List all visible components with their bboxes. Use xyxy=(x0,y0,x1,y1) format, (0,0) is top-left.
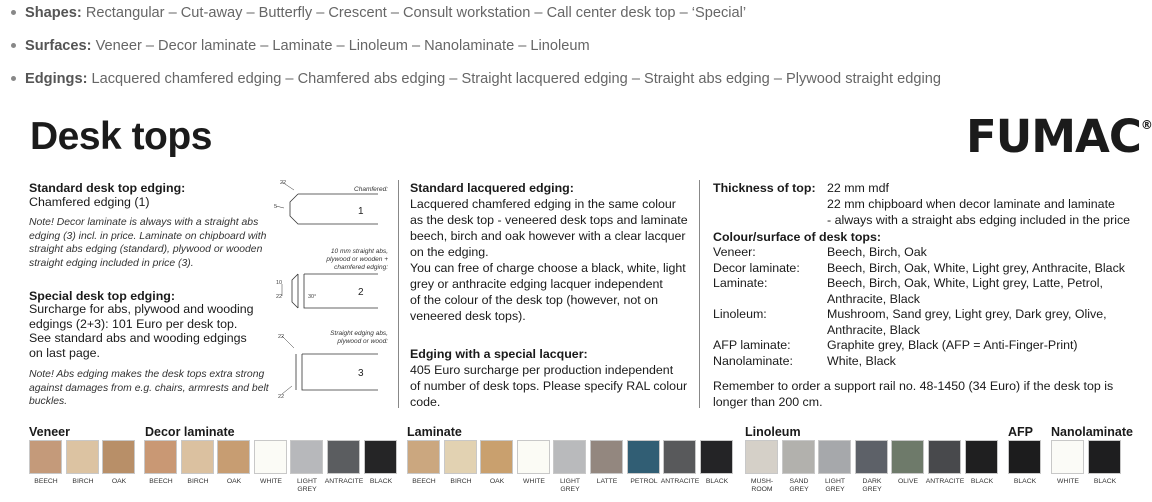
swatch-label: BEECH xyxy=(34,478,58,485)
swatch-group-title: Nanolaminate xyxy=(1051,425,1133,439)
colour-swatch xyxy=(290,440,323,474)
dim-2: 5 xyxy=(274,204,278,210)
swatch-label: LATTE xyxy=(596,478,618,485)
diagram-label-3b: plywood or wood: xyxy=(337,338,388,345)
dim-3: 10 xyxy=(276,280,283,286)
colour-swatch xyxy=(102,440,135,474)
special-lacquer-heading: Edging with a special lacquer: xyxy=(410,347,588,361)
colour-swatch xyxy=(590,440,623,474)
swatch-label: OLIVE xyxy=(897,478,919,485)
bullet-shapes: Shapes: Rectangular – Cut-away – Butterfly – Crescent – Consult workstation – Call center desk top – ‘Special’ xyxy=(10,5,746,21)
thickness-values: 22 mm mdf 22 mm chipboard when decor laminate and laminate - always with a straight abs edging included in the price xyxy=(827,181,1131,227)
swatch-label: BLACK xyxy=(970,478,994,485)
column-divider-2 xyxy=(699,180,700,408)
swatch-label: WHITE xyxy=(523,478,545,485)
swatch-label: BLACK xyxy=(1093,478,1117,485)
colour-swatch xyxy=(965,440,998,474)
colour-swatch xyxy=(327,440,360,474)
colour-swatch xyxy=(928,440,961,474)
colour-swatch xyxy=(364,440,397,474)
swatch-label: DARK GREY xyxy=(862,478,882,493)
dim-1: 22 xyxy=(280,180,287,186)
swatch-label: OAK xyxy=(111,478,127,485)
thickness-label: Thickness of top: xyxy=(713,181,816,195)
swatch-label: WHITE xyxy=(1057,478,1079,485)
swatch-label: BEECH xyxy=(412,478,436,485)
bullet-edgings: Edgings: Lacquered chamfered edging – Chamfered abs edging – Straight lacquered edging – Straight abs edging – Plywood straight edging xyxy=(10,71,941,87)
colour-swatch xyxy=(1008,440,1041,474)
swatch-label: MUSH- ROOM xyxy=(750,478,774,493)
colour-swatch xyxy=(444,440,477,474)
colour-swatch xyxy=(181,440,214,474)
colour-swatch xyxy=(627,440,660,474)
swatch-group-title: Linoleum xyxy=(745,425,801,439)
dim-5: 30° xyxy=(308,294,317,300)
colour-swatch xyxy=(144,440,177,474)
dim-6: 22 xyxy=(278,334,285,340)
swatch-label: LIGHT GREY xyxy=(296,478,318,493)
swatch-label: LIGHT GREY xyxy=(559,478,581,493)
swatch-group-title: AFP xyxy=(1008,425,1033,439)
colour-swatch xyxy=(407,440,440,474)
colour-swatch xyxy=(855,440,888,474)
swatch-label: BIRCH xyxy=(187,478,209,485)
swatch-label: BLACK xyxy=(1013,478,1037,485)
lacquered-edging-text: Lacquered chamfered edging in the same colour as the desk top - veneered desk tops and laminate beech, birch and oak however with a clear lacquer on the edging. You can free of charge choose a black, white, light grey or anthracite edging lacquer independent of the colour of the desk top (however, not on veneered desk tops). xyxy=(410,197,688,323)
swatch-label: ANTRACITE xyxy=(324,478,364,485)
brand-logo: FUMAC® xyxy=(966,110,1152,163)
colour-swatch xyxy=(480,440,513,474)
std-edging-text: Chamfered edging (1) xyxy=(29,195,150,209)
diagram-label-2b: plywood or wooden + xyxy=(326,256,388,263)
page-title: Desk tops xyxy=(30,115,212,158)
swatch-label: PETROL xyxy=(630,478,658,485)
bullet-surfaces: Surfaces: Veneer – Decor laminate – Laminate – Linoleum – Nanolaminate – Linoleum xyxy=(10,38,590,54)
dim-7: 22 xyxy=(278,394,285,400)
swatch-label: WHITE xyxy=(260,478,282,485)
colour-swatch xyxy=(818,440,851,474)
diagram-num-1: 1 xyxy=(358,206,364,217)
note-abs: Note! Abs edging makes the desk tops extra strong against damages from e.g. chairs, armrests and belt buckles. xyxy=(29,369,269,407)
colour-swatch xyxy=(782,440,815,474)
special-edging-text: Surcharge for abs, plywood and wooding edgings (2+3): 101 Euro per desk top. See standard abs and wooding edgings on last page. xyxy=(29,302,254,360)
swatch-label: OAK xyxy=(226,478,242,485)
swatch-label: OAK xyxy=(489,478,505,485)
colour-swatch xyxy=(66,440,99,474)
colour-swatch xyxy=(553,440,586,474)
colour-swatch xyxy=(891,440,924,474)
diagram-label-2c: chamfered edging: xyxy=(334,264,388,271)
colour-swatch xyxy=(29,440,62,474)
colour-swatch xyxy=(1051,440,1084,474)
diagram-num-3: 3 xyxy=(358,368,364,379)
colour-swatch xyxy=(254,440,287,474)
std-edging-heading: Standard desk top edging: xyxy=(29,181,186,195)
colour-swatch xyxy=(217,440,250,474)
edging-diagram xyxy=(268,172,398,408)
colour-surface-heading: Colour/surface of desk tops: xyxy=(713,230,881,244)
colour-swatch xyxy=(700,440,733,474)
lacquered-edging-heading: Standard lacquered edging: xyxy=(410,181,574,195)
support-rail-reminder: Remember to order a support rail no. 48-1450 (34 Euro) if the desk top is longer than 200 cm. xyxy=(713,379,1114,409)
diagram-label-3a: Straight edging abs, xyxy=(330,330,388,337)
swatch-label: BIRCH xyxy=(450,478,472,485)
special-edging-heading: Special desk top edging: xyxy=(29,289,175,303)
dim-4: 22 xyxy=(276,294,283,300)
swatch-label: SAND GREY xyxy=(789,478,809,493)
colour-swatch xyxy=(517,440,550,474)
swatch-label: BLACK xyxy=(705,478,729,485)
swatch-group-title: Veneer xyxy=(29,425,71,439)
swatch-label: BEECH xyxy=(149,478,173,485)
colour-swatch xyxy=(1088,440,1121,474)
swatch-label: LIGHT GREY xyxy=(824,478,846,493)
swatch-label: BIRCH xyxy=(72,478,94,485)
colour-swatch xyxy=(745,440,778,474)
diagram-label-2a: 10 mm straight abs, xyxy=(330,248,388,255)
swatch-label: ANTRACITE xyxy=(925,478,965,485)
swatch-group-title: Laminate xyxy=(407,425,462,439)
note-decor: Note! Decor laminate is always with a straight abs edging (3) incl. in price. Laminate on chipboard with straight abs edging (standard), plywood or wooden straight edging included in price (3). xyxy=(29,217,267,269)
diagram-num-2: 2 xyxy=(358,287,364,298)
colour-swatch xyxy=(663,440,696,474)
special-lacquer-text: 405 Euro surcharge per production independent of number of desk tops. Please specify RAL colour code. xyxy=(410,363,688,409)
swatch-label: ANTRACITE xyxy=(660,478,700,485)
column-divider-1 xyxy=(398,180,399,408)
diagram-label-chamfered: Chamfered: xyxy=(354,186,388,193)
swatch-label: BLACK xyxy=(369,478,393,485)
swatch-group-title: Decor laminate xyxy=(145,425,235,439)
